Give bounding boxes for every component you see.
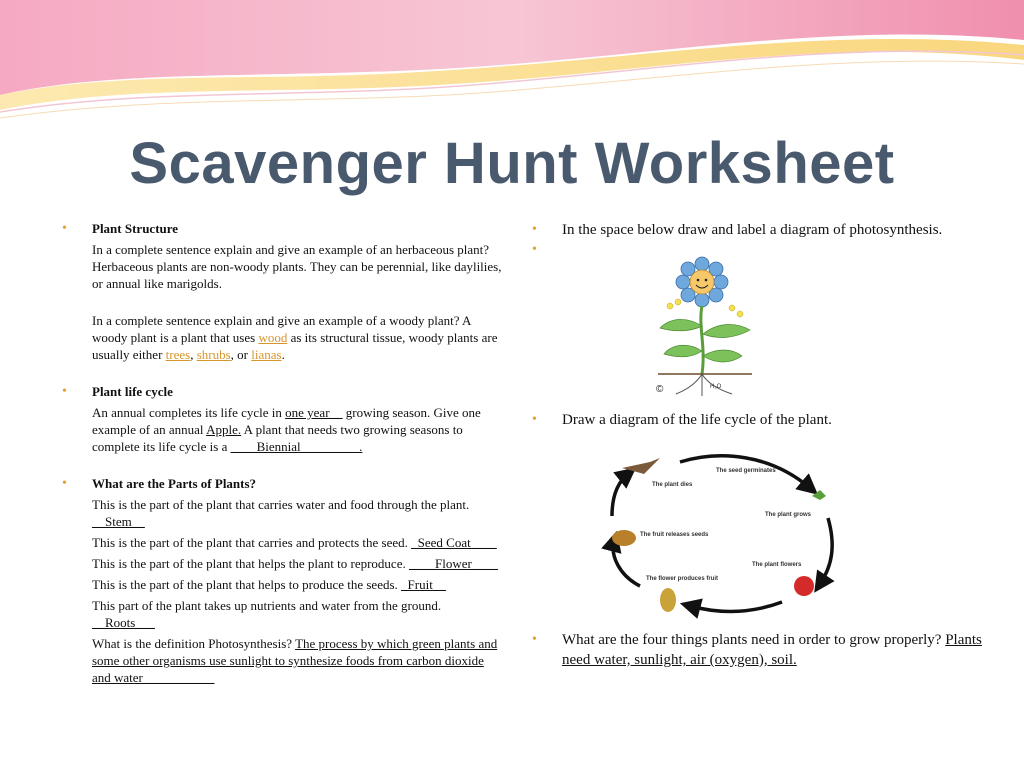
herbaceous-paragraph: In a complete sentence explain and give an example of an herbaceous plant? Herbaceous plants are non-woody plants. They can be perennial, like daylilies, or annual like marigolds. bbox=[92, 242, 502, 291]
empty-bullet bbox=[532, 240, 1002, 260]
section-parts bbox=[62, 475, 502, 686]
label-dies: The plant dies bbox=[652, 482, 693, 488]
right-column bbox=[532, 220, 1002, 260]
wood-link[interactable]: wood bbox=[258, 330, 288, 345]
trees-link[interactable]: trees bbox=[165, 347, 191, 362]
life-cycle-heading: • Plant life cycle bbox=[92, 384, 173, 399]
flower-answer: ____Flower____ bbox=[408, 556, 498, 571]
roots-answer: __Roots___ bbox=[92, 615, 155, 630]
plant-needs-answer: Plants need water, sunlight, air (oxygen), soil. bbox=[562, 632, 982, 668]
fruit-icon bbox=[660, 588, 676, 612]
red-flower-icon bbox=[794, 576, 814, 596]
parts-item: This is the part of the plant that helps to produce the seeds. _Fruit__ bbox=[92, 577, 446, 592]
copyright-mark: © bbox=[656, 384, 664, 395]
page-title: Scavenger Hunt Worksheet bbox=[129, 131, 895, 196]
seed-pod-icon bbox=[612, 530, 636, 546]
right-column-needs bbox=[532, 630, 1002, 670]
seed-coat-answer: _Seed Coat____ bbox=[411, 535, 497, 550]
section-plant-structure bbox=[62, 220, 502, 363]
parts-item: This is the part of the plant that carries and protects the seed. _Seed Coat____ bbox=[92, 535, 497, 550]
left-column bbox=[62, 220, 502, 686]
label-germinates: The seed germinates bbox=[716, 468, 776, 474]
plant-needs-item: • What are the four things plants need in order to grow properly? Plants need water, sunlight, air (oxygen), soil. bbox=[532, 630, 1002, 670]
woody-paragraph: In a complete sentence explain and give an example of a woody plant? A woody plant is a plant that uses wood as its structural tissue, woody plants are usually either trees, shrubs, or lianas. bbox=[92, 313, 498, 362]
label-fruit: The flower produces fruit bbox=[646, 576, 719, 582]
fruit-answer: _Fruit__ bbox=[401, 577, 446, 592]
parts-heading: • What are the Parts of Plants? bbox=[92, 476, 257, 491]
svg-text:H₂O: H₂O bbox=[710, 384, 722, 390]
plant-structure-heading: • Plant Structure bbox=[92, 221, 179, 236]
plant-life-cycle-diagram bbox=[600, 446, 840, 626]
biennial-answer: ____Biennial_________. bbox=[230, 439, 363, 454]
label-releases: The fruit releases seeds bbox=[640, 532, 709, 538]
lianas-link[interactable]: lianas bbox=[251, 347, 282, 362]
photosynthesis-answer: The process by which green plants and some other organisms use sunlight to synthesize foods from carbon dioxide and water___________ bbox=[92, 636, 498, 685]
parts-item: What is the definition Photosynthesis? The process by which green plants and some other organisms use sunlight to synthesize foods from carbon dioxide and water___________ bbox=[92, 636, 498, 685]
label-grows: The plant grows bbox=[765, 512, 812, 518]
life-cycle-paragraph: An annual completes its life cycle in one year__ growing season. Give one example of an annual Apple. A plant that needs two growing seasons to complete its life cycle is a ____Biennial_________. bbox=[92, 405, 481, 454]
right-column-lifecycle bbox=[532, 410, 1002, 430]
label-flowers: The plant flowers bbox=[752, 562, 802, 568]
parts-item: This is the part of the plant that helps the plant to reproduce. ____Flower____ bbox=[92, 556, 498, 571]
photosynthesis-prompt: • In the space below draw and label a diagram of photosynthesis. bbox=[532, 220, 1002, 240]
stem-answer: __Stem__ bbox=[92, 514, 145, 529]
parts-item: This is the part of the plant that carries water and food through the plant. __Stem__ bbox=[92, 497, 470, 529]
parts-item: This part of the plant takes up nutrients and water from the ground. __Roots___ bbox=[92, 598, 442, 630]
dead-plant-icon bbox=[622, 458, 660, 474]
apple-answer: Apple. bbox=[206, 422, 242, 437]
shrubs-link[interactable]: shrubs bbox=[196, 347, 231, 362]
seedling-icon bbox=[812, 490, 826, 500]
lifecycle-prompt: • Draw a diagram of the life cycle of the plant. bbox=[532, 410, 1002, 430]
header-wave-decoration bbox=[0, 0, 1024, 130]
photosynthesis-flower-image bbox=[646, 256, 764, 404]
section-life-cycle bbox=[62, 383, 502, 455]
annual-answer: one year__ bbox=[285, 405, 343, 420]
